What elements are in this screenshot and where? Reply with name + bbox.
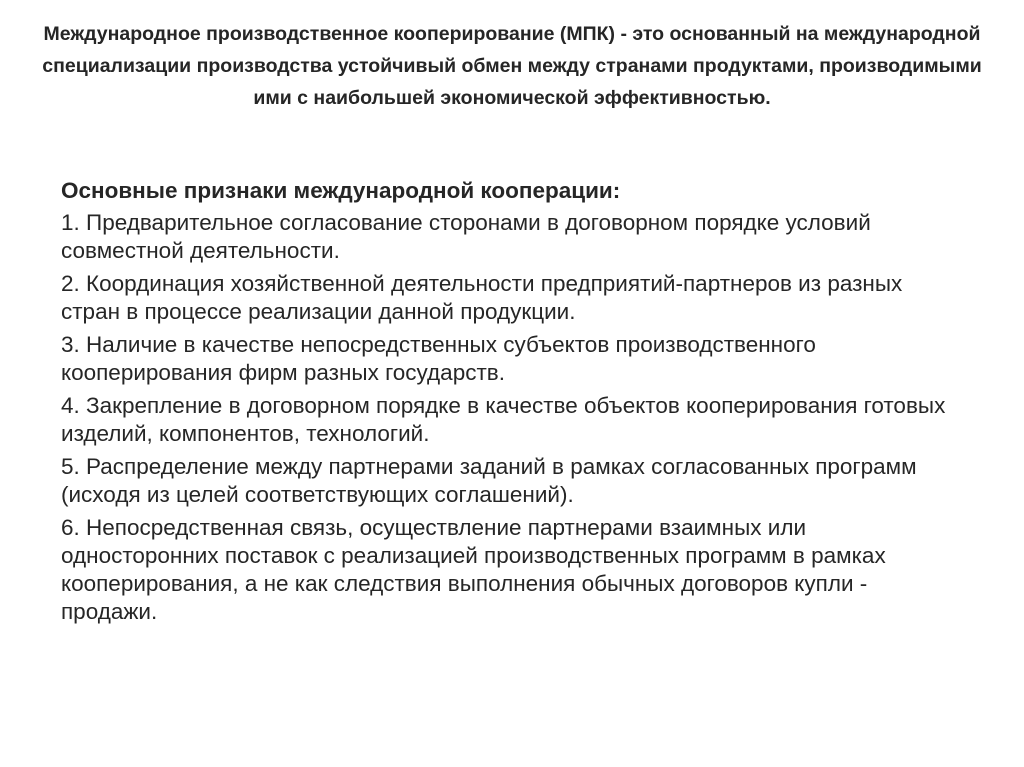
list-item: 3. Наличие в качестве непосредственных субъектов производственного кооперирования фирм разных государств.: [61, 332, 816, 385]
slide-title: Международное производственное кооперирование (МПК) - это основанный на международной специализации производства устойчивый обмен между странами продуктами, производимыми ими с наибольшей экономической эффективностью.: [42, 23, 982, 109]
list-item: 6. Непосредственная связь, осуществление партнерами взаимных или односторонних поставок с реализацией производственных программ в рамках кооперирования, а не как следствия выполнения обычных договоров купли - продажи.: [61, 515, 886, 624]
list-item: 5. Распределение между партнерами заданий в рамках согласованных программ (исходя из целей соответствующих соглашений).: [61, 454, 917, 507]
list-item: 4. Закрепление в договорном порядке в качестве объектов кооперирования готовых изделий, компонентов, технологий.: [61, 393, 946, 446]
feature-list: [61, 209, 961, 626]
list-item: 1. Предварительное согласование сторонами в договорном порядке условий совместной деятельности.: [61, 210, 871, 263]
slide-subtitle: Основные признаки международной кооперации:: [61, 178, 621, 203]
list-item: 2. Координация хозяйственной деятельности предприятий-партнеров из разных стран в процессе реализации данной продукции.: [61, 271, 903, 324]
slide-body: [61, 177, 961, 631]
